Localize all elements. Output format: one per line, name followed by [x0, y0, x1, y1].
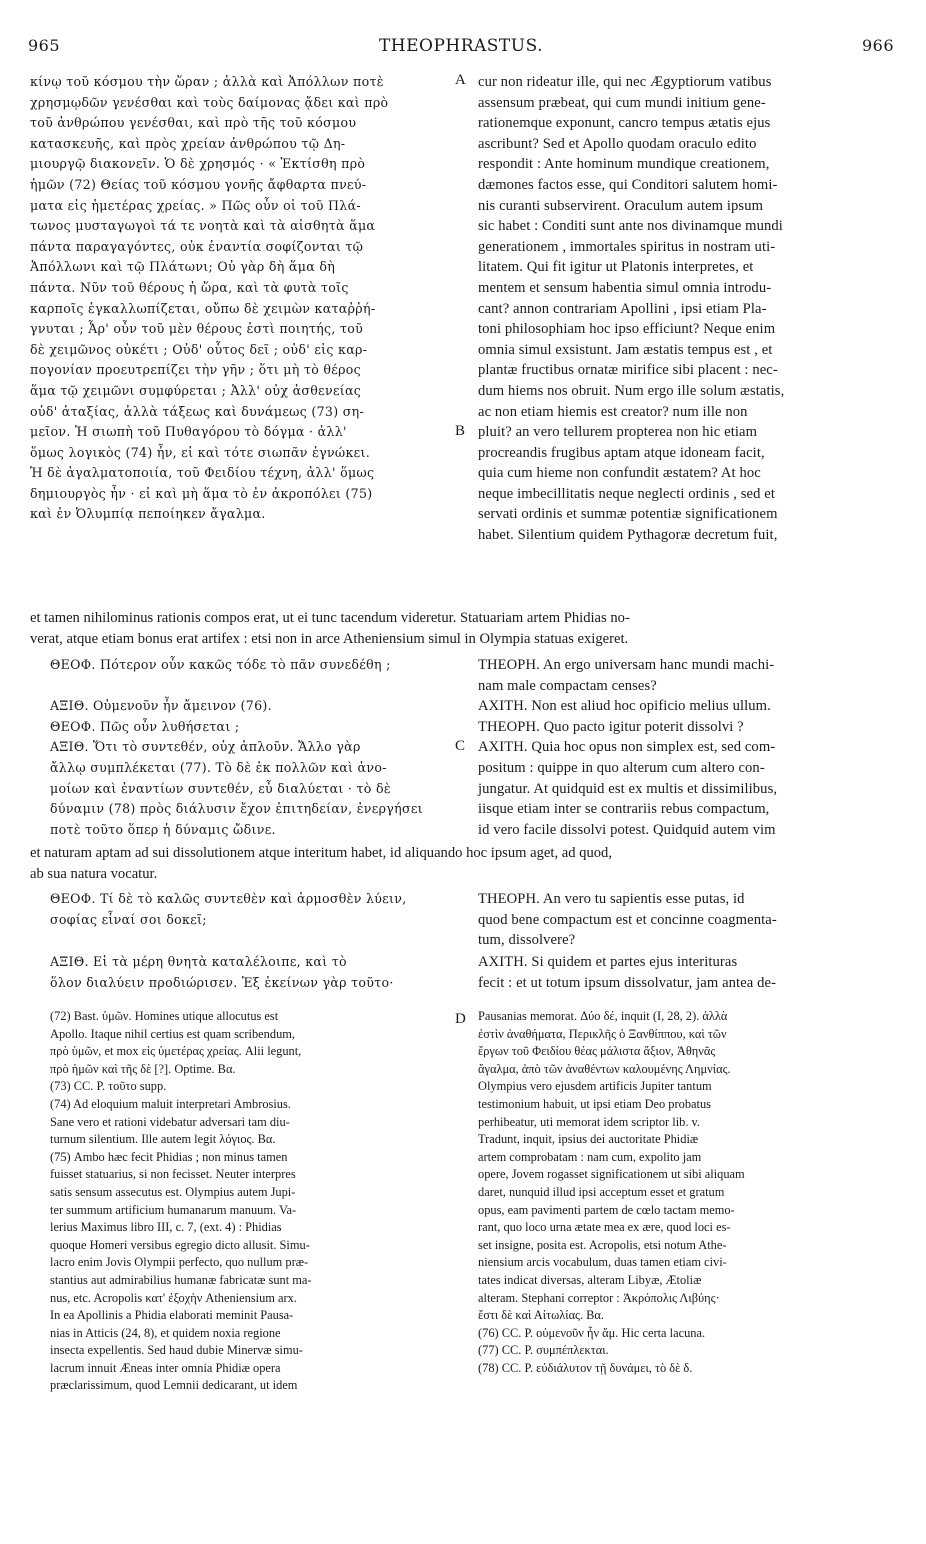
- footnotes-left: (72) Bast. ὑμῶν. Homines utique allocutus est Apollo. Itaque nihil certius est quam scribendum, πρὸ ὑμῶν, et mox εἰς ὑμετέρας χρείας. Alii legunt, πρὸ ἡμῶν καὶ τῆς δὲ [?]. Optime. Βα. (73) CC. P. τοῦτο supp. (74) Ad eloquium maluit interpretari Ambrosius. Sane vero et rationi videbatur adversari tam diu- turnum silentium. Ille autem legit λόγιος. Βα. (75) Ambo hæc fecit Phidias ; non minus tamen fuisset statuarius, si non fecisset. Neuter interpres satis sensum assecutus est. Olympius autem Jupi- ter summum artificium humanarum manuum. Va- lerius Maximus libro III, c. 7, (ext. 4) : Phidias quoque Homeri versibus egregio dicto allusit. Simu- lacro enim Jovis Olympii perfecto, quo nullum præ- stantius aut admirabilius humanæ fabricatæ sunt ma- nus, etc. Acropolis κατ' ἐξοχὴν Atheniensium arx. In ea Apollinis a Phidia elaborati meminit Pausa- nias in Atticis (24, 8), et quidem noxia regione insecta expellentis. Sed haud dubie Minervæ simu- lacrum innuit Æneas inter omnia Phidiæ opera præclarissimum, quod Lemnii dedicarant, ut idem: [50, 1009, 312, 1393]
- greek-dialogue-2: ΘΕΟΦ. Τί δὲ τὸ καλῶς συντεθὲν καὶ ἁρμοσθὲν λύειν, σοφίας εἶναί σοι δοκεῖ;: [50, 891, 407, 927]
- latin-fullwidth-2: et naturam aptam ad sui dissolutionem atque interitum habet, id aliquando hoc ipsum aget, ad quod, ab sua natura vocatur.: [30, 845, 612, 882]
- margin-marker-b: B: [455, 423, 466, 439]
- latin-dialogue-3: AXITH. Si quidem et partes ejus interituras fecit : et ut totum ipsum dissolvatur, jam antea de-: [478, 954, 777, 991]
- margin-marker-a: A: [455, 72, 466, 88]
- greek-dialogue-1: ΘΕΟΦ. Πότερον οὖν κακῶς τόδε τὸ πᾶν συνεδέθη ; ΑΞΙΘ. Οὐμενοῦν ἦν ἄμεινον (76). ΘΕΟΦ. Πῶς οὖν λυθήσεται ; ΑΞΙΘ. Ὅτι τὸ συντεθέν, οὐχ ἁπλοῦν. Ἄλλο γὰρ ἄλλῳ συμπλέκεται (77). Τὸ δὲ ἐκ πολλῶν καὶ ἀνο- μοίων καὶ ἐναντίων συντεθέν, εὖ διαλύεται · τὸ δὲ δύναμιν (78) πρὸς διάλυσιν ἔχον ἐπιτηδείαν, ἐνεργήσει ποτὲ τοῦτο ὅπερ ἡ δύναμις ὤδινε.: [50, 657, 423, 837]
- greek-text-top: κίνῳ τοῦ κόσμου τὴν ὥραν ; ἀλλὰ καὶ Ἀπόλλων ποτὲ χρησμῳδῶν γενέσθαι καὶ τοὺς δαίμονας ᾄδει καὶ πρὸ τοῦ ἀνθρώπου γενέσθαι, καὶ πρὸ τῆς τοῦ κόσμου κατασκευῆς, καὶ πρὸς χρείαν ἀνθρώπου τῷ Δη- μιουργῷ διακονεῖν. Ὁ δὲ χρησμός · « Ἐκτίσθη πρὸ ἡμῶν (72) Θείας τοῦ κόσμου γονῆς ἄφθαρτα πνεύ- ματα εἰς ἡμετέρας χρείας. » Πῶς οὖν οἱ τοῦ Πλά- τωνος μυσταγωγοὶ τά τε νοητὰ καὶ τὰ αἰσθητὰ ἅμα πάντα παραγαγόντες, οὐκ ἐναντία σοφίζονται τῷ Ἀπόλλωνι καὶ τῷ Πλάτωνι; Οὐ γὰρ δὴ ἅμα δὴ πάντα. Νῦν τοῦ θέρους ἡ ὥρα, καὶ τὰ φυτὰ τοῖς καρποῖς ἐγκαλλωπίζεται, οὔπω δὲ χειμὼν καταῤῥή- γνυται ; Ἆρ' οὖν τοῦ μὲν θέρους ἐστὶ ποιητής, τοῦ δὲ χειμῶνος οὐκέτι ; Οὐδ' οὗτος δεῖ ; οὐδ' εἰς καρ- πογονίαν προευτρεπίζει τὴν γῆν ; ὅτι μὴ τὸ θέρος ἅμα τῷ χειμῶνι συμφύρεται ; Ἀλλ' οὐχ ἀσθενείας οὐδ' ἀταξίας, ἀλλὰ τάξεως καὶ δυνάμεως (73) ση- μεῖον. Ἡ σιωπὴ τοῦ Πυθαγόρου τὸ δόγμα · ἀλλ' ὅμως λογικὸς (74) ἦν, εἰ καὶ τότε σιωπᾶν ἐγνώκει. Ἡ δὲ ἀγαλματοποιία, τοῦ Φειδίου τέχνη, ἀλλ' ὅμως δημιουργὸς ἦν · εἰ καὶ μὴ ἅμα τὸ ἐν ἀκροπόλει (75) καὶ ἐν Ὀλυμπίᾳ πεποίηκεν ἄγαλμα.: [30, 74, 389, 522]
- running-title: THEOPHRASTUS.: [378, 36, 544, 56]
- latin-text-top: cur non rideatur ille, qui nec Ægyptiorum vatibus assensum præbeat, qui cum mundi initium gene- rationemque exponunt, cancro tempus ætatis ejus ascribunt? Sed et Apollo quodam oraculo edito respondit : Ante hominum mundique creationem, dæmones factos esse, qui Conditori salutem homi- nis curanti subservirent. Oraculum autem ipsum sic habet : Conditi sunt ante nos divinamque mundi generationem , immortales spiritus in nostram uti- litatem. Qui fit igitur ut Platonis interpretes, et mentem et sensum habentia simul omnia introdu- cant? annon contrariam Apollini , ipsi etiam Pla- toni philosophiam hoc ipso efficiunt? Neque enim omnia simul exsistunt. Jam æstatis tempus est , et plantæ fructibus ornatæ mirifice sibi placent : nec- dum hiems nos obruit. Num ergo ille solum æstatis, ac non etiam hiemis est creator? num ille non pluit? an vero tellurem propterea non hic etiam procreandis frugibus aptam atque idoneam facit, quia cum hieme non confundit æstatem? At hoc neque imbecillitatis neque neglecti ordinis , sed et servati ordinis et summæ potentiæ significationem habet. Silentium quidem Pythagoræ decretum fuit,: [478, 74, 785, 544]
- margin-marker-c: C: [455, 738, 466, 754]
- page-number-left: 965: [28, 36, 61, 55]
- page-number-right: 966: [861, 36, 894, 55]
- latin-dialogue-1: THEOPH. An ergo universam hanc mundi machi- nam male compactam censes? AXITH. Non est aliud hoc opificio melius ullum. THEOPH. Quo pacto igitur poterit dissolvi ? AXITH. Quia hoc opus non simplex est, sed com- positum : quippe in quo alterum cum altero con- jungatur. At quidquid est ex multis et dissimilibus, iisque etiam inter se contrariis rebus compactum, id vero facile dissolvi potest. Quidquid autem vim: [478, 657, 778, 838]
- latin-fullwidth-1: et tamen nihilominus rationis compos erat, ut ei tunc tacendum videretur. Statuariam artem Phidias no- verat, atque etiam bonus erat artifex : etsi non in arce Atheniensium simul in Olympia statuas exigeret.: [30, 610, 630, 647]
- page-header: [28, 36, 894, 60]
- margin-marker-d: D: [455, 1011, 466, 1027]
- latin-dialogue-2: THEOPH. An vero tu sapientis esse putas, id quod bene compactum est et concinne coagmenta- tum, dissolvere?: [478, 891, 777, 949]
- greek-dialogue-3: ΑΞΙΘ. Εἰ τὰ μέρη θνητὰ καταλέλοιπε, καὶ τὸ ὅλον διαλύειν προδιώρισεν. Ἐξ ἐκείνων γὰρ τοῦτο·: [50, 954, 394, 990]
- footnotes-right: Pausanias memorat. Δύο δέ, inquit (I, 28, 2). ἀλλὰ ἐστὶν ἀναθήματα, Περικλῆς ὁ Ξανθίππου, καὶ τῶν ἔργων τοῦ Φειδίου θέας μάλιστα ἄξιον, Ἀθηνᾶς ἄγαλμα, ἀπὸ τῶν ἀναθέντων καλουμένης Λημνίας. Olympius vero ejusdem artificis Jupiter tantum testimonium habuit, ut ipsi etiam Deo probatus perhibeatur, uti memorat idem scriptor lib. v. Tradunt, inquit, ipsius dei auctoritate Phidiæ artem comprobatam : nam cum, expolito jam opere, Jovem rogasset significationem ut sibi aliquam daret, nunquid illud ipsi acceptum esset et gratum opus, eam pavimenti partem de cœlo tactam memo- rant, quo loco urna ætate mea ex ære, quod loci es- set insigne, posita est. Acropolis, etsi notum Athe- niensium arcis vocabulum, duas tamen etiam civi- tates indicat diversas, alteram Libyæ, Ætoliæ alteram. Stephani correptor : Ἀκρόπολις Λιβύης· ἔστι δὲ καὶ Αἰτωλίας. Βα. (76) CC. P. οὐμενοῦν ἦν ἄμ. Hic certa lacuna. (77) CC. P. συμπέπλεκται. (78) CC. P. εὐδιάλυτον τῇ δυνάμει, τὸ δὲ δ.: [478, 1009, 745, 1375]
